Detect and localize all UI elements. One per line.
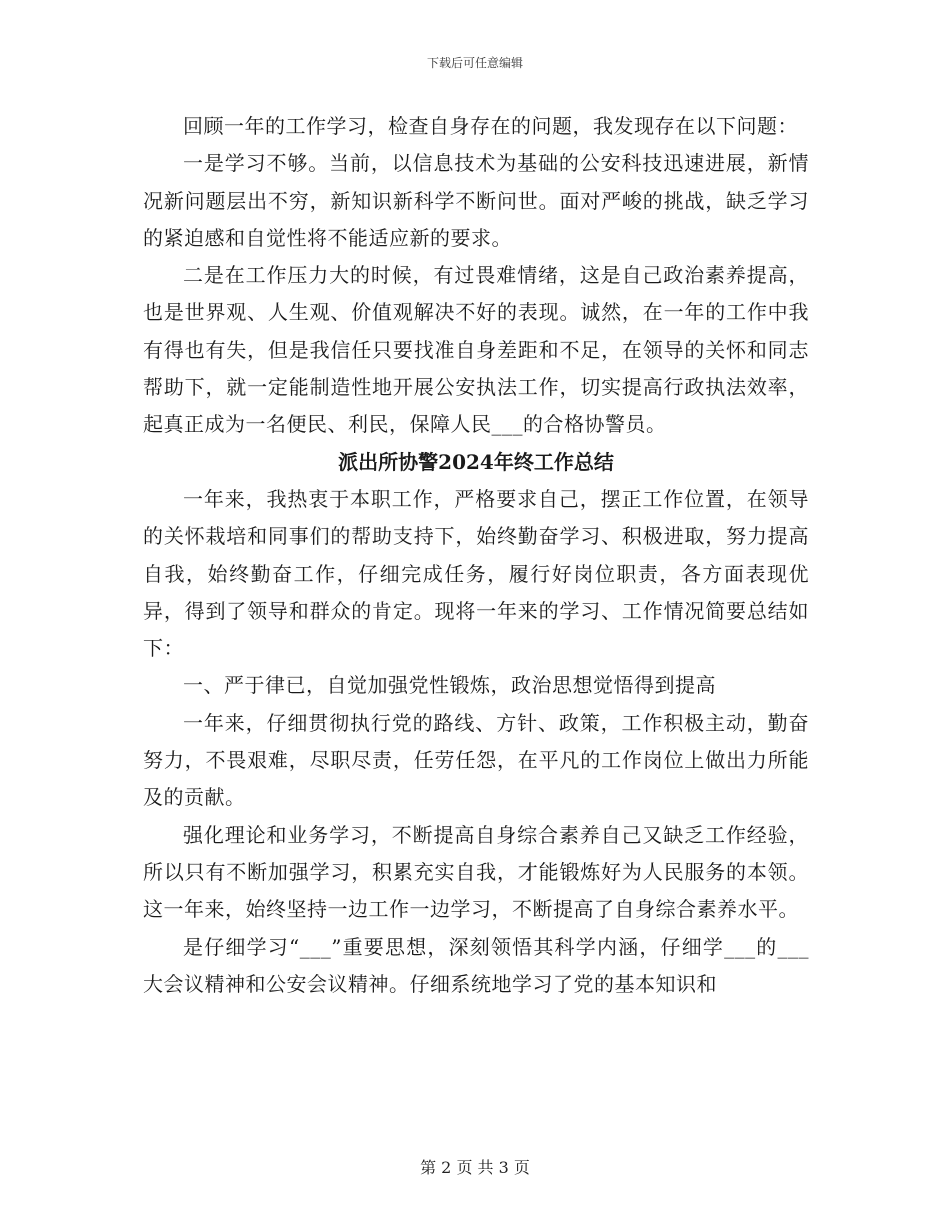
paragraph: 一是学习不够。当前，以信息技术为基础的公安科技迅速进展，新情况新问题层出不穷，新知识新科学不断问世。面对严峻的挑战，缺乏学习的紧迫感和自觉性将不能适应新的要求。 bbox=[143, 151, 809, 250]
paragraph: 强化理论和业务学习，不断提高自身综合素养自己又缺乏工作经验，所以只有不断加强学习，积累充实自我，才能锻炼好为人民服务的本领。这一年来，始终坚持一边工作一边学习，不断提高了自身综合素养水平。 bbox=[143, 822, 809, 922]
page-number: 第 2 页 共 3 页 bbox=[420, 1158, 530, 1177]
paragraph: 是仔细学习“___”重要思想，深刻领悟其科学内涵，仔细学___的___大会议精神和公安会议精神。仔细系统地学习了党的基本知识和 bbox=[143, 934, 809, 996]
paragraph: 一年来，我热衷于本职工作，严格要求自己，摆正工作位置，在领导的关怀栽培和同事们的帮助支持下，始终勤奋学习、积极进取，努力提高自我，始终勤奋工作，仔细完成任务，履行好岗位职责，各方面表现优异，得到了领导和群众的肯定。现将一年来的学习、工作情况简要总结如下： bbox=[143, 486, 809, 661]
document-title: 派出所协警2024年终工作总结 bbox=[338, 449, 614, 474]
page-header-note: 下载后可任意编辑 bbox=[426, 56, 523, 70]
paragraph: 一年来，仔细贯彻执行党的路线、方针、政策，工作积极主动，勤奋努力，不畏艰难，尽职尽责，任劳任怨，在平凡的工作岗位上做出力所能及的贡献。 bbox=[143, 710, 809, 810]
section-heading: 一、严于律已，自觉加强党性锻炼，政治思想觉悟得到提高 bbox=[183, 673, 716, 698]
paragraph: 回顾一年的工作学习，检查自身存在的问题，我发现存在以下问题： bbox=[183, 114, 798, 138]
document-body bbox=[143, 108, 809, 1003]
paragraph: 二是在工作压力大的时候，有过畏难情绪，这是自己政治素养提高，也是世界观、人生观、价值观解决不好的表现。诚然，在一年的工作中我有得也有失，但是我信任只要找准自身差距和不足，在领导的关怀和同志帮助下，就一定能制造性地开展公安执法工作，切实提高行政执法效率，起真正成为一名便民、利民，保障人民___的合格协警员。 bbox=[143, 263, 809, 437]
